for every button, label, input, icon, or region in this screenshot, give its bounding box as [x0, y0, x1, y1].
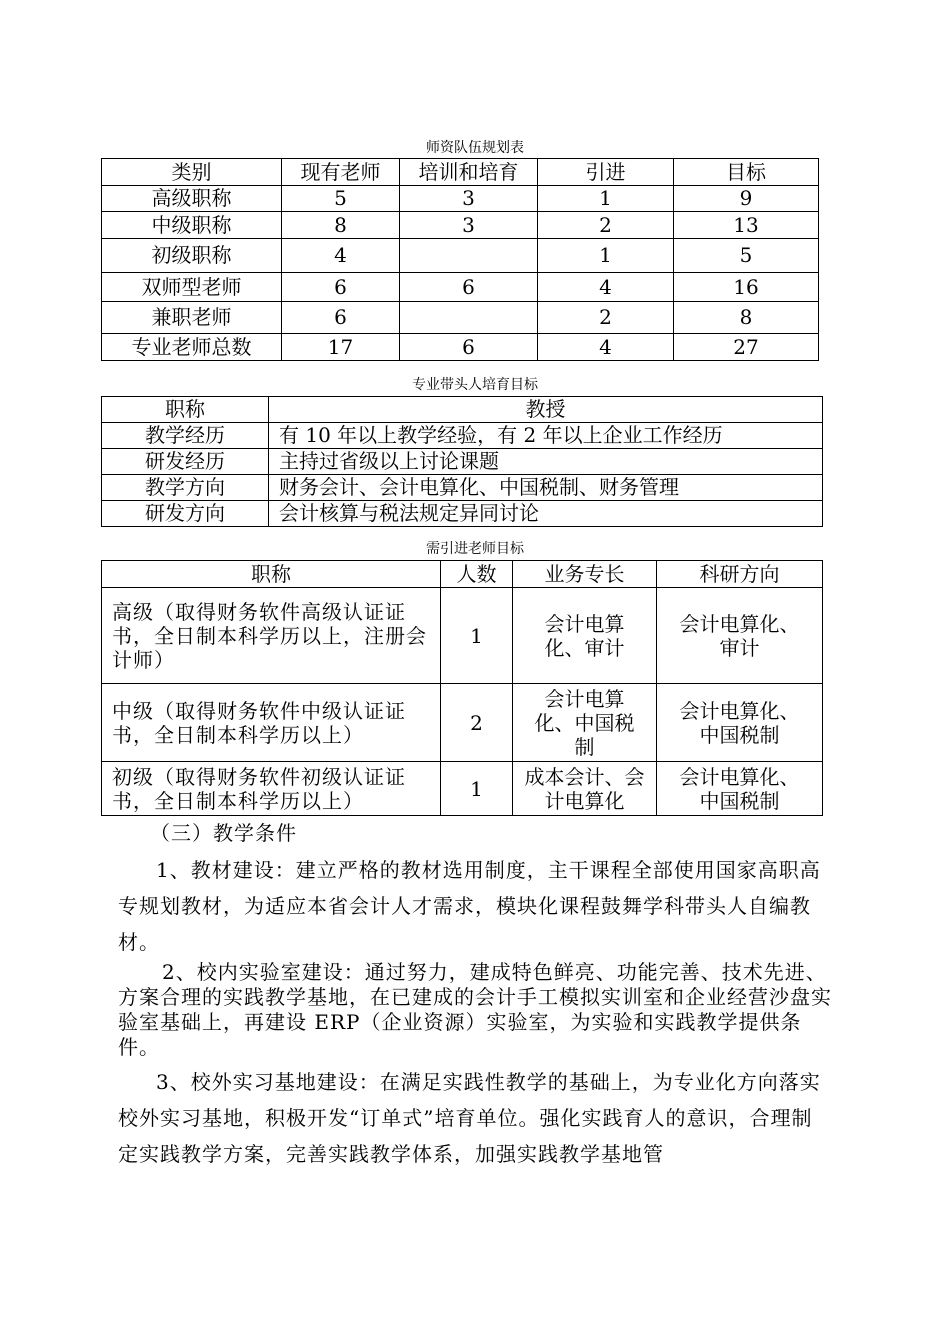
table-cell: 17	[282, 334, 400, 361]
table-cell: 会计电算化、中国税制	[513, 684, 657, 762]
table-row	[102, 302, 819, 334]
table-cell: 1	[441, 762, 513, 816]
table-cell: 6	[282, 273, 400, 302]
table-row	[102, 212, 819, 239]
table-cell: 成本会计、会计电算化	[513, 762, 657, 816]
table-cell: 3	[400, 186, 538, 212]
recruit-teacher-goal-table	[101, 560, 823, 816]
table-cell: 中级职称	[102, 212, 282, 239]
header-cell: 人数	[441, 561, 513, 588]
table-row	[102, 475, 823, 501]
header-cell: 职称	[102, 397, 269, 423]
paragraph-internship: 3、校外实习基地建设：在满足实践性教学的基础上，为专业化方向落实校外实习基地，积极开发“订单式”培育单位。强化实践育人的意识，合理制定实践教学方案，完善实践教学体系，加强实践教学基地管	[118, 1070, 821, 1166]
table-cell: 会计电算化、审计	[513, 588, 657, 684]
table-row	[102, 273, 819, 302]
table-cell: 中级（取得财务软件中级认证证书，全日制本科学历以上）	[102, 684, 441, 762]
section-heading: （三）教学条件	[150, 821, 297, 845]
table-cell: 初级职称	[102, 239, 282, 273]
table-cell: 专业老师总数	[102, 334, 282, 361]
header-cell: 现有老师	[282, 159, 400, 186]
table-header-row	[102, 397, 823, 423]
table-cell: 8	[674, 302, 819, 334]
table-cell: 1	[538, 239, 674, 273]
table-row	[102, 762, 823, 816]
table-cell: 6	[400, 273, 538, 302]
table-cell: 有 10 年以上教学经验，有 2 年以上企业工作经历	[269, 423, 823, 449]
lead-teacher-goal-table	[101, 396, 823, 527]
table-cell: 教学经历	[102, 423, 269, 449]
header-cell: 业务专长	[513, 561, 657, 588]
table-cell: 研发经历	[102, 449, 269, 475]
table-cell	[400, 239, 538, 273]
table-cell: 初级（取得财务软件初级认证证书，全日制本科学历以上）	[102, 762, 441, 816]
table-cell: 教学方向	[102, 475, 269, 501]
table-cell: 3	[400, 212, 538, 239]
table-cell: 1	[538, 186, 674, 212]
header-cell: 教授	[269, 397, 823, 423]
table-cell: 财务会计、会计电算化、中国税制、财务管理	[269, 475, 823, 501]
table-cell: 8	[282, 212, 400, 239]
table-cell: 4	[282, 239, 400, 273]
table-cell: 双师型老师	[102, 273, 282, 302]
table-row	[102, 186, 819, 212]
table-row	[102, 684, 823, 762]
header-cell: 目标	[674, 159, 819, 186]
table-row	[102, 449, 823, 475]
header-cell: 培训和培育	[400, 159, 538, 186]
header-cell: 职称	[102, 561, 441, 588]
table-cell: 会计电算化、中国税制	[657, 762, 823, 816]
table1-caption: 师资队伍规划表	[426, 140, 524, 156]
header-cell: 类别	[102, 159, 282, 186]
paragraph-lab: 2、校内实验室建设：通过努力，建成特色鲜亮、功能完善、技术先进、方案合理的实践教学基地，在已建成的会计手工模拟实训室和企业经营沙盘实验室基础上，再建设 ERP（企业资源）实验室，为实验和实践教学提供条件。	[118, 960, 832, 1059]
table-cell: 5	[282, 186, 400, 212]
table-cell: 5	[674, 239, 819, 273]
table-header-row	[102, 561, 823, 588]
table-cell: 16	[674, 273, 819, 302]
table-cell: 6	[282, 302, 400, 334]
table-cell: 2	[441, 684, 513, 762]
table-cell: 会计电算化、中国税制	[657, 684, 823, 762]
table-row	[102, 588, 823, 684]
teacher-plan-table	[101, 158, 819, 361]
table-cell: 会计核算与税法规定异同讨论	[269, 501, 823, 527]
table-cell: 2	[538, 302, 674, 334]
table-row	[102, 501, 823, 527]
table-cell: 1	[441, 588, 513, 684]
header-cell: 引进	[538, 159, 674, 186]
table-cell	[400, 302, 538, 334]
table-cell: 主持过省级以上讨论课题	[269, 449, 823, 475]
table3-caption: 需引进老师目标	[426, 541, 524, 557]
table-cell: 9	[674, 186, 819, 212]
table-cell: 研发方向	[102, 501, 269, 527]
table-cell: 13	[674, 212, 819, 239]
header-cell: 科研方向	[657, 561, 823, 588]
table-cell: 6	[400, 334, 538, 361]
table-cell: 4	[538, 273, 674, 302]
table-cell: 高级（取得财务软件高级认证证书，全日制本科学历以上，注册会计师）	[102, 588, 441, 684]
table-row	[102, 334, 819, 361]
table-cell: 高级职称	[102, 186, 282, 212]
table-cell: 27	[674, 334, 819, 361]
table-row	[102, 423, 823, 449]
table-cell: 兼职老师	[102, 302, 282, 334]
table-header-row	[102, 159, 819, 186]
table-cell: 4	[538, 334, 674, 361]
table-cell: 会计电算化、审计	[657, 588, 823, 684]
paragraph-textbooks: 1、教材建设：建立严格的教材选用制度，主干课程全部使用国家高职高专规划教材，为适应本省会计人才需求，模块化课程鼓舞学科带头人自编教材。	[118, 858, 821, 954]
table-row	[102, 239, 819, 273]
table2-caption: 专业带头人培育目标	[412, 377, 538, 393]
table-cell: 2	[538, 212, 674, 239]
